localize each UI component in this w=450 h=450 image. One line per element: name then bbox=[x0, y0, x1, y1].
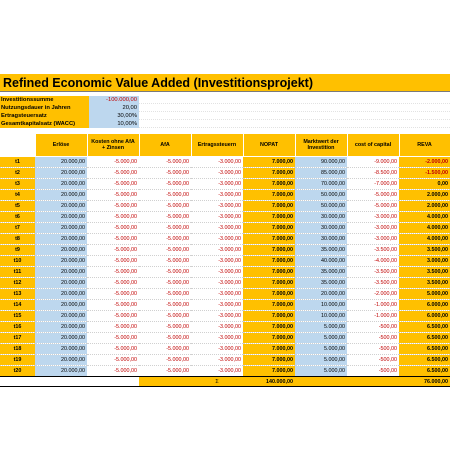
cell-market-value[interactable]: 35.000,00 bbox=[295, 245, 347, 256]
table-body bbox=[0, 157, 450, 377]
spreadsheet bbox=[0, 74, 450, 387]
cell-market-value[interactable]: 30.000,00 bbox=[295, 212, 347, 223]
table-row bbox=[0, 234, 450, 245]
cell-cost-of-capital[interactable]: -500,00 bbox=[347, 344, 399, 355]
row-label[interactable]: t4 bbox=[0, 190, 35, 201]
cell-taxes[interactable]: -3.000,00 bbox=[191, 201, 243, 212]
cell-reva[interactable]: 4.000,00 bbox=[399, 223, 450, 234]
cell-revenue[interactable]: 20.000,00 bbox=[35, 344, 87, 355]
cell-nopat[interactable]: 7.000,00 bbox=[243, 245, 295, 256]
cell-afa[interactable]: -5.000,00 bbox=[139, 212, 191, 223]
cell-cost-of-capital[interactable]: -4.000,00 bbox=[347, 256, 399, 267]
cell-nopat[interactable]: 7.000,00 bbox=[243, 344, 295, 355]
cell-revenue[interactable]: 20.000,00 bbox=[35, 201, 87, 212]
empty-cell bbox=[347, 377, 399, 387]
cell-reva[interactable]: 6.500,00 bbox=[399, 355, 450, 366]
cell-nopat[interactable]: 7.000,00 bbox=[243, 234, 295, 245]
cell-taxes[interactable]: -3.000,00 bbox=[191, 311, 243, 322]
cell-reva[interactable]: 3.500,00 bbox=[399, 245, 450, 256]
empty-cells bbox=[139, 120, 450, 128]
cell-nopat[interactable]: 7.000,00 bbox=[243, 289, 295, 300]
cell-nopat[interactable]: 7.000,00 bbox=[243, 201, 295, 212]
cell-market-value[interactable]: 10.000,00 bbox=[295, 311, 347, 322]
cell-revenue[interactable]: 20.000,00 bbox=[35, 157, 87, 168]
cell-taxes[interactable]: -3.000,00 bbox=[191, 256, 243, 267]
cell-revenue[interactable]: 20.000,00 bbox=[35, 300, 87, 311]
row-label[interactable]: t18 bbox=[0, 344, 35, 355]
cell-costs[interactable]: -5.000,00 bbox=[87, 311, 139, 322]
cell-taxes[interactable]: -3.000,00 bbox=[191, 267, 243, 278]
cell-market-value[interactable]: 5.000,00 bbox=[295, 322, 347, 333]
row-label[interactable]: t17 bbox=[0, 333, 35, 344]
cell-reva[interactable]: 6.500,00 bbox=[399, 333, 450, 344]
header-afa[interactable]: AfA bbox=[139, 134, 191, 157]
total-nopat[interactable]: 140.000,00 bbox=[243, 377, 295, 387]
cell-taxes[interactable]: -3.000,00 bbox=[191, 289, 243, 300]
table-row bbox=[0, 311, 450, 322]
cell-afa[interactable]: -5.000,00 bbox=[139, 157, 191, 168]
cell-cost-of-capital[interactable]: -5.000,00 bbox=[347, 201, 399, 212]
cell-taxes[interactable]: -3.000,00 bbox=[191, 190, 243, 201]
cell-market-value[interactable]: 10.000,00 bbox=[295, 300, 347, 311]
cell-nopat[interactable]: 7.000,00 bbox=[243, 223, 295, 234]
cell-nopat[interactable]: 7.000,00 bbox=[243, 256, 295, 267]
cell-nopat[interactable]: 7.000,00 bbox=[243, 278, 295, 289]
cell-costs[interactable]: -5.000,00 bbox=[87, 179, 139, 190]
header-row bbox=[0, 134, 450, 157]
header-nopat[interactable]: NOPAT bbox=[243, 134, 295, 157]
cell-cost-of-capital[interactable]: -3.000,00 bbox=[347, 223, 399, 234]
cell-nopat[interactable]: 7.000,00 bbox=[243, 355, 295, 366]
table-row bbox=[0, 333, 450, 344]
cell-afa[interactable]: -5.000,00 bbox=[139, 344, 191, 355]
cell-market-value[interactable]: 5.000,00 bbox=[295, 366, 347, 377]
row-label[interactable]: t12 bbox=[0, 278, 35, 289]
cell-afa[interactable]: -5.000,00 bbox=[139, 256, 191, 267]
cell-nopat[interactable]: 7.000,00 bbox=[243, 212, 295, 223]
row-label[interactable]: t15 bbox=[0, 311, 35, 322]
cell-costs[interactable]: -5.000,00 bbox=[87, 245, 139, 256]
cell-taxes[interactable]: -3.000,00 bbox=[191, 223, 243, 234]
cell-cost-of-capital[interactable]: -3.500,00 bbox=[347, 267, 399, 278]
cell-revenue[interactable]: 20.000,00 bbox=[35, 278, 87, 289]
table-row bbox=[0, 212, 450, 223]
param-row bbox=[0, 104, 450, 112]
sigma-symbol[interactable]: Σ bbox=[191, 377, 243, 387]
cell-costs[interactable]: -5.000,00 bbox=[87, 223, 139, 234]
cell-reva[interactable]: 2.000,00 bbox=[399, 190, 450, 201]
cell-revenue[interactable]: 20.000,00 bbox=[35, 355, 87, 366]
total-reva[interactable]: 76.000,00 bbox=[399, 377, 450, 387]
cell-taxes[interactable]: -3.000,00 bbox=[191, 245, 243, 256]
cell-taxes[interactable]: -3.000,00 bbox=[191, 322, 243, 333]
cell-cost-of-capital[interactable]: -1.000,00 bbox=[347, 311, 399, 322]
cell-costs[interactable]: -5.000,00 bbox=[87, 168, 139, 179]
cell-costs[interactable]: -5.000,00 bbox=[87, 212, 139, 223]
cell-afa[interactable]: -5.000,00 bbox=[139, 322, 191, 333]
param-row bbox=[0, 112, 450, 120]
table-row bbox=[0, 278, 450, 289]
table-row bbox=[0, 355, 450, 366]
cell-market-value[interactable]: 85.000,00 bbox=[295, 168, 347, 179]
cell-cost-of-capital[interactable]: -500,00 bbox=[347, 322, 399, 333]
cell-afa[interactable]: -5.000,00 bbox=[139, 168, 191, 179]
cell-reva[interactable]: 6.500,00 bbox=[399, 344, 450, 355]
cell-taxes[interactable]: -3.000,00 bbox=[191, 366, 243, 377]
table-row bbox=[0, 245, 450, 256]
cell-cost-of-capital[interactable]: -500,00 bbox=[347, 355, 399, 366]
totals-row bbox=[0, 377, 450, 387]
cell-revenue[interactable]: 20.000,00 bbox=[35, 267, 87, 278]
cell-nopat[interactable]: 7.000,00 bbox=[243, 311, 295, 322]
cell-afa[interactable]: -5.000,00 bbox=[139, 289, 191, 300]
header-revenue[interactable]: Erlöse bbox=[35, 134, 87, 157]
cell-costs[interactable]: -5.000,00 bbox=[87, 201, 139, 212]
cell-afa[interactable]: -5.000,00 bbox=[139, 245, 191, 256]
row-label[interactable]: t14 bbox=[0, 300, 35, 311]
empty-cells bbox=[139, 96, 450, 104]
cell-afa[interactable]: -5.000,00 bbox=[139, 366, 191, 377]
cell-costs[interactable]: -5.000,00 bbox=[87, 300, 139, 311]
sheet-title[interactable]: Refined Economic Value Added (Investitionsprojekt) bbox=[0, 74, 450, 92]
cell-afa[interactable]: -5.000,00 bbox=[139, 190, 191, 201]
cell-afa[interactable]: -5.000,00 bbox=[139, 311, 191, 322]
cell-nopat[interactable]: 7.000,00 bbox=[243, 366, 295, 377]
empty-cell bbox=[35, 377, 87, 387]
cell-cost-of-capital[interactable]: -3.000,00 bbox=[347, 212, 399, 223]
cell-costs[interactable]: -5.000,00 bbox=[87, 190, 139, 201]
cell-market-value[interactable]: 35.000,00 bbox=[295, 267, 347, 278]
table-row bbox=[0, 289, 450, 300]
cell-revenue[interactable]: 20.000,00 bbox=[35, 256, 87, 267]
table-row bbox=[0, 322, 450, 333]
cell-costs[interactable]: -5.000,00 bbox=[87, 344, 139, 355]
reva-table bbox=[0, 133, 450, 387]
cell-revenue[interactable]: 20.000,00 bbox=[35, 333, 87, 344]
header-market-value[interactable]: Marktwert der Investition bbox=[295, 134, 347, 157]
cell-reva[interactable]: 6.500,00 bbox=[399, 322, 450, 333]
cell-nopat[interactable]: 7.000,00 bbox=[243, 333, 295, 344]
cell-afa[interactable]: -5.000,00 bbox=[139, 333, 191, 344]
param-value[interactable]: 20,00 bbox=[89, 104, 139, 112]
param-label[interactable]: Ertragsteuersatz bbox=[0, 112, 89, 120]
cell-reva[interactable]: 3.000,00 bbox=[399, 256, 450, 267]
cell-nopat[interactable]: 7.000,00 bbox=[243, 157, 295, 168]
empty-cell bbox=[87, 377, 139, 387]
cell-afa[interactable]: -5.000,00 bbox=[139, 278, 191, 289]
row-label[interactable]: t20 bbox=[0, 366, 35, 377]
cell-revenue[interactable]: 20.000,00 bbox=[35, 366, 87, 377]
cell-reva[interactable]: 3.500,00 bbox=[399, 267, 450, 278]
row-label[interactable]: t1 bbox=[0, 157, 35, 168]
cell-costs[interactable]: -5.000,00 bbox=[87, 333, 139, 344]
cell-revenue[interactable]: 20.000,00 bbox=[35, 322, 87, 333]
cell-reva[interactable]: -1.500,00 bbox=[399, 168, 450, 179]
cell-cost-of-capital[interactable]: -500,00 bbox=[347, 333, 399, 344]
row-label[interactable]: t5 bbox=[0, 201, 35, 212]
empty-cell bbox=[139, 377, 191, 387]
cell-cost-of-capital[interactable]: -500,00 bbox=[347, 366, 399, 377]
cell-market-value[interactable]: 35.000,00 bbox=[295, 278, 347, 289]
parameter-block bbox=[0, 96, 450, 128]
cell-cost-of-capital[interactable]: -7.000,00 bbox=[347, 179, 399, 190]
cell-nopat[interactable]: 7.000,00 bbox=[243, 179, 295, 190]
cell-costs[interactable]: -5.000,00 bbox=[87, 355, 139, 366]
row-label[interactable]: t19 bbox=[0, 355, 35, 366]
cell-market-value[interactable]: 5.000,00 bbox=[295, 333, 347, 344]
cell-cost-of-capital[interactable]: -3.500,00 bbox=[347, 245, 399, 256]
cell-reva[interactable]: 5.000,00 bbox=[399, 289, 450, 300]
cell-market-value[interactable]: 50.000,00 bbox=[295, 201, 347, 212]
cell-afa[interactable]: -5.000,00 bbox=[139, 179, 191, 190]
cell-cost-of-capital[interactable]: -9.000,00 bbox=[347, 157, 399, 168]
table-row bbox=[0, 179, 450, 190]
cell-costs[interactable]: -5.000,00 bbox=[87, 366, 139, 377]
cell-taxes[interactable]: -3.000,00 bbox=[191, 212, 243, 223]
cell-cost-of-capital[interactable]: -1.000,00 bbox=[347, 300, 399, 311]
cell-reva[interactable]: 4.000,00 bbox=[399, 212, 450, 223]
cell-market-value[interactable]: 5.000,00 bbox=[295, 355, 347, 366]
cell-reva[interactable]: 6.500,00 bbox=[399, 366, 450, 377]
cell-revenue[interactable]: 20.000,00 bbox=[35, 234, 87, 245]
cell-market-value[interactable]: 50.000,00 bbox=[295, 190, 347, 201]
row-label[interactable]: t13 bbox=[0, 289, 35, 300]
table-row bbox=[0, 256, 450, 267]
cell-cost-of-capital[interactable]: -3.500,00 bbox=[347, 278, 399, 289]
param-value[interactable]: -100.000,00 bbox=[89, 96, 139, 104]
cell-nopat[interactable]: 7.000,00 bbox=[243, 300, 295, 311]
cell-costs[interactable]: -5.000,00 bbox=[87, 278, 139, 289]
row-label[interactable]: t16 bbox=[0, 322, 35, 333]
cell-taxes[interactable]: -3.000,00 bbox=[191, 300, 243, 311]
cell-afa[interactable]: -5.000,00 bbox=[139, 234, 191, 245]
cell-costs[interactable]: -5.000,00 bbox=[87, 234, 139, 245]
empty-cell bbox=[295, 377, 347, 387]
cell-taxes[interactable]: -3.000,00 bbox=[191, 157, 243, 168]
table-row bbox=[0, 223, 450, 234]
table-row bbox=[0, 168, 450, 179]
table-row bbox=[0, 267, 450, 278]
cell-revenue[interactable]: 20.000,00 bbox=[35, 212, 87, 223]
cell-taxes[interactable]: -3.000,00 bbox=[191, 278, 243, 289]
cell-market-value[interactable]: 20.000,00 bbox=[295, 289, 347, 300]
param-label[interactable]: Nutzungsdauer in Jahren bbox=[0, 104, 89, 112]
cell-costs[interactable]: -5.000,00 bbox=[87, 322, 139, 333]
cell-taxes[interactable]: -3.000,00 bbox=[191, 355, 243, 366]
cell-costs[interactable]: -5.000,00 bbox=[87, 256, 139, 267]
cell-market-value[interactable]: 30.000,00 bbox=[295, 234, 347, 245]
empty-cells bbox=[139, 104, 450, 112]
cell-afa[interactable]: -5.000,00 bbox=[139, 300, 191, 311]
cell-nopat[interactable]: 7.000,00 bbox=[243, 322, 295, 333]
cell-taxes[interactable]: -3.000,00 bbox=[191, 344, 243, 355]
param-value[interactable]: 30,00% bbox=[89, 112, 139, 120]
cell-market-value[interactable]: 40.000,00 bbox=[295, 256, 347, 267]
param-label[interactable]: Investitionssumme bbox=[0, 96, 89, 104]
cell-reva[interactable]: 2.000,00 bbox=[399, 201, 450, 212]
table-row bbox=[0, 201, 450, 212]
header-taxes[interactable]: Ertragssteuern bbox=[191, 134, 243, 157]
row-label[interactable]: t2 bbox=[0, 168, 35, 179]
table-row bbox=[0, 300, 450, 311]
cell-revenue[interactable]: 20.000,00 bbox=[35, 179, 87, 190]
cell-revenue[interactable]: 20.000,00 bbox=[35, 223, 87, 234]
cell-revenue[interactable]: 20.000,00 bbox=[35, 289, 87, 300]
cell-nopat[interactable]: 7.000,00 bbox=[243, 190, 295, 201]
param-row bbox=[0, 120, 450, 128]
header-reva[interactable]: REVA bbox=[399, 134, 450, 157]
cell-afa[interactable]: -5.000,00 bbox=[139, 201, 191, 212]
cell-revenue[interactable]: 20.000,00 bbox=[35, 245, 87, 256]
cell-revenue[interactable]: 20.000,00 bbox=[35, 190, 87, 201]
cell-taxes[interactable]: -3.000,00 bbox=[191, 234, 243, 245]
header-corner bbox=[0, 134, 35, 157]
cell-reva[interactable]: 6.000,00 bbox=[399, 300, 450, 311]
cell-taxes[interactable]: -3.000,00 bbox=[191, 333, 243, 344]
cell-afa[interactable]: -5.000,00 bbox=[139, 355, 191, 366]
cell-cost-of-capital[interactable]: -5.000,00 bbox=[347, 190, 399, 201]
cell-cost-of-capital[interactable]: -8.500,00 bbox=[347, 168, 399, 179]
cell-reva[interactable]: 3.500,00 bbox=[399, 278, 450, 289]
cell-costs[interactable]: -5.000,00 bbox=[87, 267, 139, 278]
cell-reva[interactable]: 0,00 bbox=[399, 179, 450, 190]
row-label[interactable]: t3 bbox=[0, 179, 35, 190]
cell-nopat[interactable]: 7.000,00 bbox=[243, 168, 295, 179]
param-label[interactable]: Gesamtkapitalsatz (WACC) bbox=[0, 120, 89, 128]
empty-cells bbox=[139, 112, 450, 120]
row-label[interactable]: t10 bbox=[0, 256, 35, 267]
cell-taxes[interactable]: -3.000,00 bbox=[191, 168, 243, 179]
cell-market-value[interactable]: 5.000,00 bbox=[295, 344, 347, 355]
cell-afa[interactable]: -5.000,00 bbox=[139, 223, 191, 234]
row-label[interactable]: t7 bbox=[0, 223, 35, 234]
cell-costs[interactable]: -5.000,00 bbox=[87, 289, 139, 300]
row-label[interactable]: t11 bbox=[0, 267, 35, 278]
param-value[interactable]: 10,00% bbox=[89, 120, 139, 128]
table-row bbox=[0, 344, 450, 355]
cell-cost-of-capital[interactable]: -2.000,00 bbox=[347, 289, 399, 300]
header-cost-of-capital[interactable]: cost of capital bbox=[347, 134, 399, 157]
header-costs[interactable]: Kosten ohne AfA + Zinsen bbox=[87, 134, 139, 157]
cell-reva[interactable]: 6.000,00 bbox=[399, 311, 450, 322]
cell-market-value[interactable]: 30.000,00 bbox=[295, 223, 347, 234]
cell-market-value[interactable]: 90.000,00 bbox=[295, 157, 347, 168]
cell-taxes[interactable]: -3.000,00 bbox=[191, 179, 243, 190]
cell-reva[interactable]: 4.000,00 bbox=[399, 234, 450, 245]
cell-costs[interactable]: -5.000,00 bbox=[87, 157, 139, 168]
cell-nopat[interactable]: 7.000,00 bbox=[243, 267, 295, 278]
param-row bbox=[0, 96, 450, 104]
empty-cell bbox=[0, 377, 35, 387]
row-label[interactable]: t8 bbox=[0, 234, 35, 245]
table-row bbox=[0, 366, 450, 377]
cell-revenue[interactable]: 20.000,00 bbox=[35, 168, 87, 179]
table-row bbox=[0, 157, 450, 168]
cell-cost-of-capital[interactable]: -3.000,00 bbox=[347, 234, 399, 245]
row-label[interactable]: t9 bbox=[0, 245, 35, 256]
cell-market-value[interactable]: 70.000,00 bbox=[295, 179, 347, 190]
table-row bbox=[0, 190, 450, 201]
cell-reva[interactable]: -2.000,00 bbox=[399, 157, 450, 168]
cell-revenue[interactable]: 20.000,00 bbox=[35, 311, 87, 322]
cell-afa[interactable]: -5.000,00 bbox=[139, 267, 191, 278]
row-label[interactable]: t6 bbox=[0, 212, 35, 223]
